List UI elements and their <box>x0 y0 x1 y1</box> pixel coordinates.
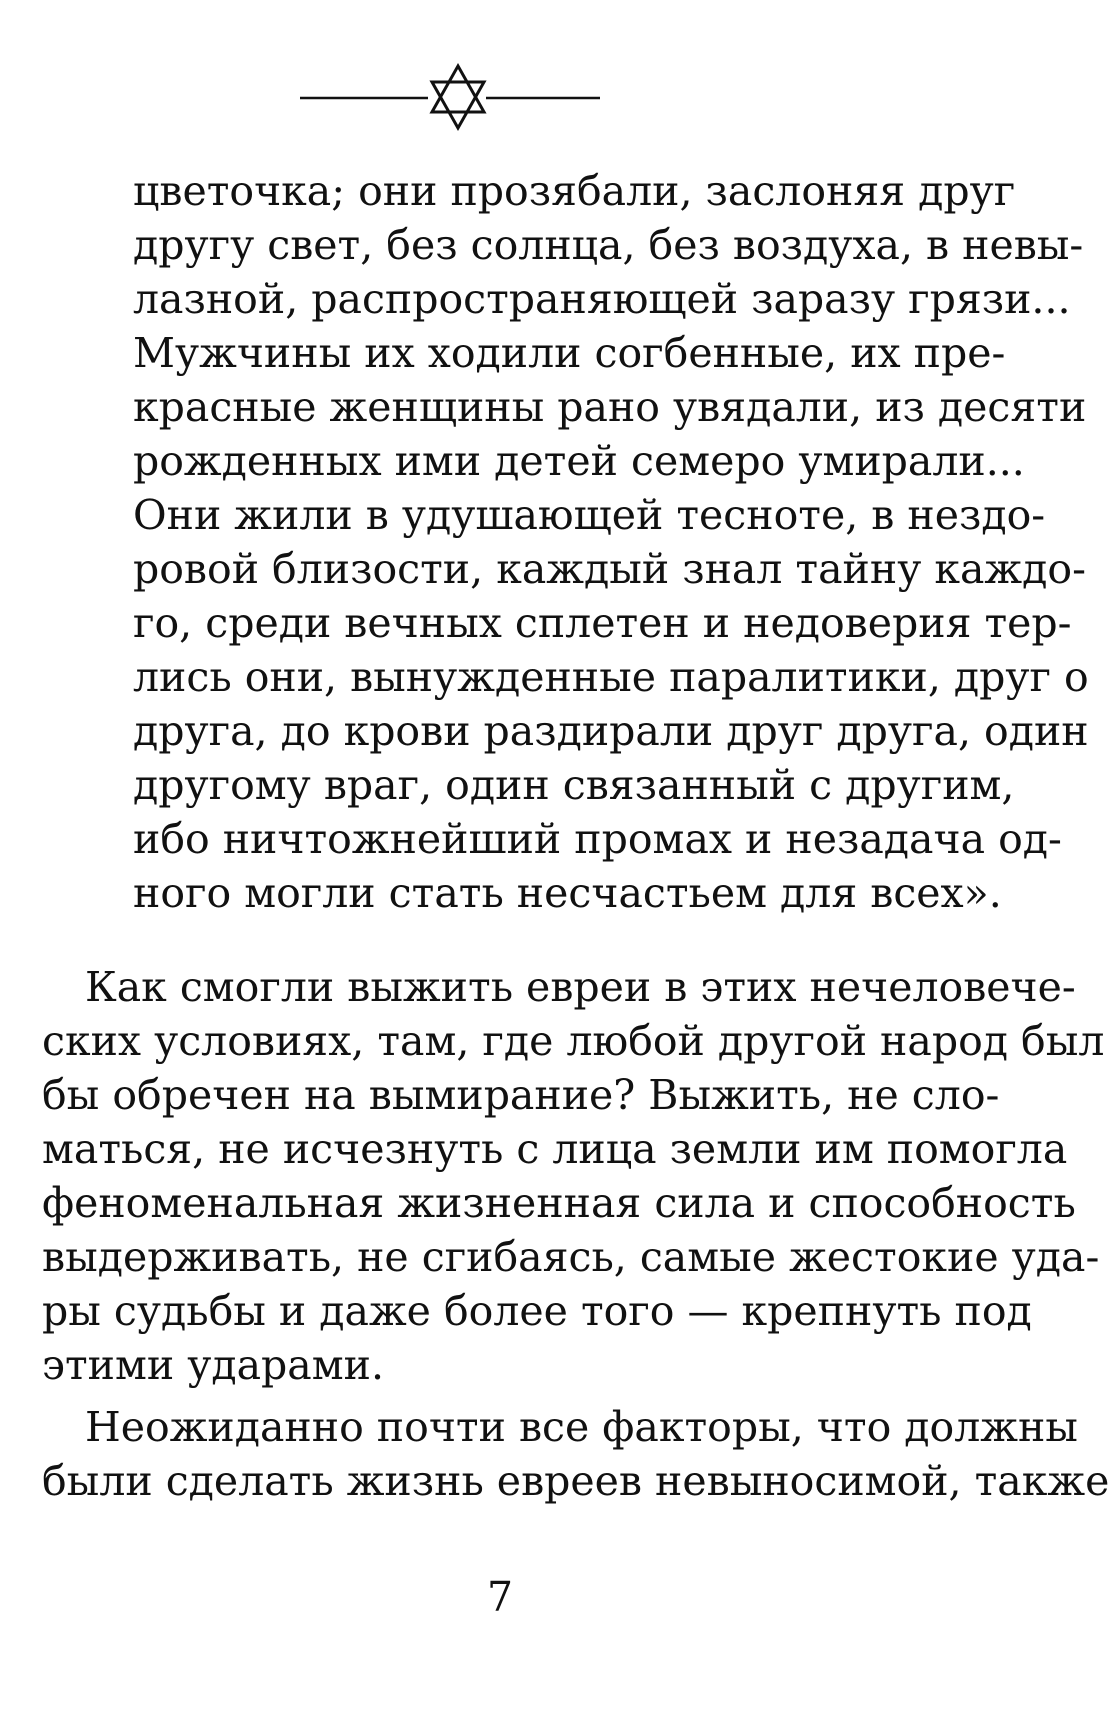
page-number: 7 <box>486 1573 514 1621</box>
paragraph-line: выдерживать, не сгибаясь, самые жестокие уда- <box>42 1233 1100 1281</box>
quote-line: другому враг, один связанный с другим, <box>133 761 1015 809</box>
paragraph-line: бы обречен на вымирание? Выжить, не сло- <box>42 1071 1000 1119</box>
quote-line: друга, до крови раздирали друг друга, один <box>133 707 1089 755</box>
paragraph-line: маться, не исчезнуть с лица земли им помогла <box>42 1125 1068 1173</box>
quote-line: рожденных ими детей семеро умирали... <box>133 437 1025 485</box>
paragraph-line: ры судьбы и даже более того — крепнуть под <box>42 1287 1032 1335</box>
quote-line: ного могли стать несчастьем для всех». <box>133 869 1002 917</box>
quote-line: другу свет, без солнца, без воздуха, в невы- <box>133 221 1084 269</box>
quote-line: лазной, распространяющей заразу грязи... <box>133 275 1071 323</box>
quote-line: красные женщины рано увядали, из десяти <box>133 383 1087 431</box>
quote-line: Мужчины их ходили согбенные, их пре- <box>133 329 1006 377</box>
quote-line: ровой близости, каждый знал тайну каждо- <box>133 545 1086 593</box>
quote-line: го, среди вечных сплетен и недоверия тер- <box>133 599 1072 647</box>
quote-line: цветочка; они прозябали, заслоняя друг <box>133 167 1016 215</box>
paragraph-line: Как смогли выжить евреи в этих нечеловече- <box>85 963 1076 1011</box>
quote-line: ибо ничтожнейший промах и незадача од- <box>133 815 1062 863</box>
paragraph-line: Неожиданно почти все факторы, что должны <box>85 1403 1078 1451</box>
quote-line: Они жили в удушающей тесноте, в нездо- <box>133 491 1046 539</box>
paragraph-line: ских условиях, там, где любой другой народ был <box>42 1017 1105 1065</box>
paragraph-line: были сделать жизнь евреев невыносимой, также <box>42 1457 1109 1505</box>
paragraph-line: феноменальная жизненная сила и способность <box>42 1179 1076 1227</box>
paragraph-line: этими ударами. <box>42 1341 384 1389</box>
quote-line: лись они, вынужденные паралитики, друг о <box>133 653 1089 701</box>
